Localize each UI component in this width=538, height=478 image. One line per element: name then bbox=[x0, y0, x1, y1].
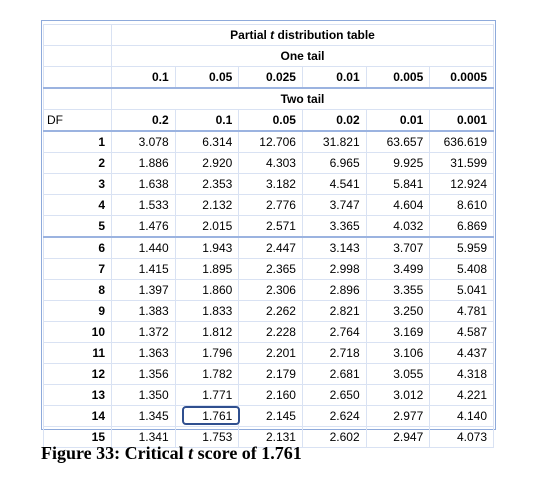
two-tail-header: 0.02 bbox=[302, 110, 366, 132]
critical-value-cell bbox=[175, 406, 239, 427]
critical-value-cell: 8.610 bbox=[430, 195, 494, 216]
critical-value-cell: 4.073 bbox=[430, 427, 494, 448]
highlighted-value-text: 1.761 bbox=[202, 409, 233, 423]
critical-value-cell: 2.015 bbox=[175, 216, 239, 238]
critical-value-cell: 2.571 bbox=[239, 216, 303, 238]
two-tail-label: Two tail bbox=[112, 88, 494, 110]
critical-value-cell: 1.943 bbox=[175, 237, 239, 259]
critical-value-cell: 4.437 bbox=[430, 343, 494, 364]
one-tail-header: 0.025 bbox=[239, 67, 303, 89]
critical-value-cell: 1.440 bbox=[112, 237, 176, 259]
critical-value-cell: 2.179 bbox=[239, 364, 303, 385]
table-title-post: distribution table bbox=[274, 28, 375, 42]
critical-value-cell: 4.318 bbox=[430, 364, 494, 385]
critical-value-cell: 6.869 bbox=[430, 216, 494, 238]
critical-value-cell: 2.602 bbox=[302, 427, 366, 448]
critical-value-cell: 4.140 bbox=[430, 406, 494, 427]
df-value: 14 bbox=[44, 406, 112, 427]
critical-value-cell: 2.947 bbox=[366, 427, 430, 448]
critical-value-cell: 2.201 bbox=[239, 343, 303, 364]
table-row bbox=[44, 364, 494, 385]
critical-value-cell: 1.860 bbox=[175, 280, 239, 301]
critical-value-cell: 1.812 bbox=[175, 322, 239, 343]
two-tail-header-row bbox=[44, 110, 494, 132]
df-value: 12 bbox=[44, 364, 112, 385]
critical-value-cell: 1.363 bbox=[112, 343, 176, 364]
df-value: 5 bbox=[44, 216, 112, 238]
one-tail-label: One tail bbox=[112, 46, 494, 67]
table-row bbox=[44, 216, 494, 238]
two-tail-header: 0.1 bbox=[175, 110, 239, 132]
table-row bbox=[44, 385, 494, 406]
critical-value-cell: 3.055 bbox=[366, 364, 430, 385]
table-row bbox=[44, 322, 494, 343]
critical-value-cell: 1.771 bbox=[175, 385, 239, 406]
critical-value-cell: 1.372 bbox=[112, 322, 176, 343]
critical-value-cell: 1.415 bbox=[112, 259, 176, 280]
table-row bbox=[44, 237, 494, 259]
caption-prefix: Figure 33: Critical bbox=[41, 443, 189, 463]
critical-value-cell: 2.998 bbox=[302, 259, 366, 280]
critical-value-cell: 3.250 bbox=[366, 301, 430, 322]
critical-value-cell: 2.650 bbox=[302, 385, 366, 406]
critical-value-cell: 3.499 bbox=[366, 259, 430, 280]
df-value: 1 bbox=[44, 131, 112, 153]
critical-value-cell: 1.476 bbox=[112, 216, 176, 238]
two-tail-label-row bbox=[44, 88, 494, 110]
critical-value-cell: 1.341 bbox=[112, 427, 176, 448]
critical-value-cell: 2.718 bbox=[302, 343, 366, 364]
critical-value-cell: 1.638 bbox=[112, 174, 176, 195]
critical-value-cell: 3.182 bbox=[239, 174, 303, 195]
critical-value-cell: 1.796 bbox=[175, 343, 239, 364]
critical-value-cell: 1.833 bbox=[175, 301, 239, 322]
table-row bbox=[44, 174, 494, 195]
critical-value-cell: 2.624 bbox=[302, 406, 366, 427]
df-value: 7 bbox=[44, 259, 112, 280]
critical-value-cell: 3.143 bbox=[302, 237, 366, 259]
critical-value-cell: 3.355 bbox=[366, 280, 430, 301]
df-value: 13 bbox=[44, 385, 112, 406]
df-value: 11 bbox=[44, 343, 112, 364]
empty-cell bbox=[44, 67, 112, 89]
critical-value-cell: 5.841 bbox=[366, 174, 430, 195]
table-row bbox=[44, 153, 494, 174]
critical-value-cell: 1.886 bbox=[112, 153, 176, 174]
critical-value-cell: 4.032 bbox=[366, 216, 430, 238]
df-header: DF bbox=[44, 110, 112, 132]
critical-value-cell: 3.169 bbox=[366, 322, 430, 343]
critical-value-cell: 1.345 bbox=[112, 406, 176, 427]
df-value: 15 bbox=[44, 427, 112, 448]
critical-value-cell: 2.977 bbox=[366, 406, 430, 427]
df-value: 10 bbox=[44, 322, 112, 343]
empty-cell bbox=[44, 88, 112, 110]
table-title-italic: t bbox=[270, 28, 275, 42]
one-tail-header-row bbox=[44, 67, 494, 89]
title-row bbox=[44, 25, 494, 46]
critical-value-cell: 6.314 bbox=[175, 131, 239, 153]
table-row bbox=[44, 259, 494, 280]
two-tail-header: 0.01 bbox=[366, 110, 430, 132]
figure-caption bbox=[41, 443, 302, 464]
critical-value-cell: 4.541 bbox=[302, 174, 366, 195]
caption-suffix: score of 1.761 bbox=[193, 443, 302, 463]
critical-value-cell: 2.131 bbox=[239, 427, 303, 448]
critical-value-cell: 3.106 bbox=[366, 343, 430, 364]
critical-value-cell: 31.599 bbox=[430, 153, 494, 174]
critical-value-cell: 636.619 bbox=[430, 131, 494, 153]
critical-value-cell: 6.965 bbox=[302, 153, 366, 174]
critical-value-cell: 1.350 bbox=[112, 385, 176, 406]
table-row bbox=[44, 406, 494, 427]
critical-value-cell: 31.821 bbox=[302, 131, 366, 153]
two-tail-header: 0.001 bbox=[430, 110, 494, 132]
highlighted-value bbox=[202, 409, 232, 423]
critical-value-cell: 1.356 bbox=[112, 364, 176, 385]
two-tail-header: 0.2 bbox=[112, 110, 176, 132]
table-title bbox=[112, 25, 494, 46]
one-tail-header: 0.0005 bbox=[430, 67, 494, 89]
critical-value-cell: 2.132 bbox=[175, 195, 239, 216]
critical-value-cell: 1.782 bbox=[175, 364, 239, 385]
critical-value-cell: 1.753 bbox=[175, 427, 239, 448]
critical-value-cell: 4.587 bbox=[430, 322, 494, 343]
critical-value-cell: 2.681 bbox=[302, 364, 366, 385]
one-tail-label-row bbox=[44, 46, 494, 67]
table-row bbox=[44, 195, 494, 216]
df-value: 3 bbox=[44, 174, 112, 195]
critical-value-cell: 4.303 bbox=[239, 153, 303, 174]
one-tail-header: 0.05 bbox=[175, 67, 239, 89]
caption-italic: t bbox=[188, 443, 194, 463]
critical-value-cell: 2.160 bbox=[239, 385, 303, 406]
df-value: 2 bbox=[44, 153, 112, 174]
critical-value-cell: 2.306 bbox=[239, 280, 303, 301]
critical-value-cell: 2.776 bbox=[239, 195, 303, 216]
critical-value-cell: 2.228 bbox=[239, 322, 303, 343]
table-row bbox=[44, 131, 494, 153]
df-value: 6 bbox=[44, 237, 112, 259]
two-tail-header: 0.05 bbox=[239, 110, 303, 132]
df-value: 8 bbox=[44, 280, 112, 301]
one-tail-header: 0.005 bbox=[366, 67, 430, 89]
critical-value-cell: 1.383 bbox=[112, 301, 176, 322]
critical-value-cell: 5.959 bbox=[430, 237, 494, 259]
critical-value-cell: 5.408 bbox=[430, 259, 494, 280]
table-row bbox=[44, 343, 494, 364]
empty-cell bbox=[44, 25, 112, 46]
t-distribution-table bbox=[43, 24, 494, 448]
table-row bbox=[44, 301, 494, 322]
critical-value-cell: 1.895 bbox=[175, 259, 239, 280]
critical-value-cell: 3.078 bbox=[112, 131, 176, 153]
one-tail-header: 0.1 bbox=[112, 67, 176, 89]
critical-value-cell: 2.920 bbox=[175, 153, 239, 174]
empty-cell bbox=[44, 46, 112, 67]
critical-value-cell: 2.365 bbox=[239, 259, 303, 280]
critical-value-cell: 2.896 bbox=[302, 280, 366, 301]
critical-value-cell: 4.781 bbox=[430, 301, 494, 322]
critical-value-cell: 4.604 bbox=[366, 195, 430, 216]
critical-value-cell: 3.707 bbox=[366, 237, 430, 259]
critical-value-cell: 12.706 bbox=[239, 131, 303, 153]
critical-value-cell: 1.533 bbox=[112, 195, 176, 216]
table-title-pre: Partial bbox=[230, 28, 271, 42]
critical-value-cell: 3.012 bbox=[366, 385, 430, 406]
critical-value-cell: 12.924 bbox=[430, 174, 494, 195]
one-tail-header: 0.01 bbox=[302, 67, 366, 89]
df-value: 9 bbox=[44, 301, 112, 322]
critical-value-cell: 3.365 bbox=[302, 216, 366, 238]
df-value: 4 bbox=[44, 195, 112, 216]
critical-value-cell: 3.747 bbox=[302, 195, 366, 216]
critical-value-cell: 5.041 bbox=[430, 280, 494, 301]
critical-value-cell: 2.353 bbox=[175, 174, 239, 195]
critical-value-cell: 2.821 bbox=[302, 301, 366, 322]
critical-value-cell: 63.657 bbox=[366, 131, 430, 153]
critical-value-cell: 4.221 bbox=[430, 385, 494, 406]
table-row bbox=[44, 280, 494, 301]
critical-value-cell: 2.764 bbox=[302, 322, 366, 343]
critical-value-cell: 2.447 bbox=[239, 237, 303, 259]
highlight-box bbox=[182, 406, 240, 425]
critical-value-cell: 9.925 bbox=[366, 153, 430, 174]
critical-value-cell: 2.262 bbox=[239, 301, 303, 322]
critical-value-cell: 2.145 bbox=[239, 406, 303, 427]
critical-value-cell: 1.397 bbox=[112, 280, 176, 301]
